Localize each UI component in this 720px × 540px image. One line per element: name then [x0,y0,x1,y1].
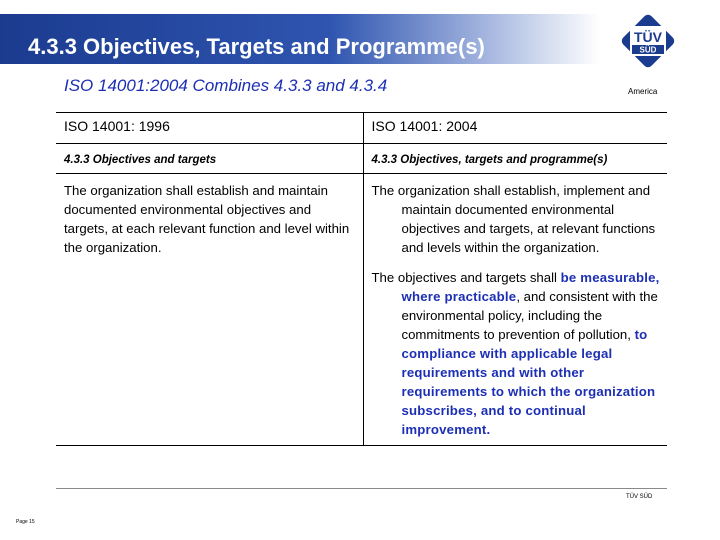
col2-section-title: 4.3.3 Objectives, targets and programme(s) [363,144,667,174]
col2-paragraph-1: The organization shall establish, implement and maintain documented environmental objectives and targets, at relevant functions and levels within the organization. [371,183,656,255]
col1-body-cell [56,174,363,446]
col1-header: ISO 14001: 1996 [56,113,363,144]
col2-p2-text-3: . [486,422,491,437]
col2-p2-highlight-2: to compliance with applicable legal requirements and with other requirements to which the organization subscribes, and to continual improvement [401,327,656,437]
footer-brand: TÜV SÜD [626,494,653,500]
col1-section-title: 4.3.3 Objectives and targets [56,144,363,174]
col2-header: ISO 14001: 2004 [363,113,667,144]
col2-paragraph-2 [372,268,668,439]
footer-divider [56,488,667,489]
table-body-row [56,174,667,446]
logo-caption: America [628,87,658,96]
logo-text-top: TÜV [634,29,662,45]
slide-subtitle: ISO 14001:2004 Combines 4.3.3 and 4.3.4 [64,76,388,95]
logo-text-bottom: SÜD [639,45,657,55]
col2-p2-text-2: , and consistent with the environmental policy, including the commitments to prevention of pollution, [401,289,658,342]
slide-title: 4.3.3 Objectives, Targets and Programme(s) [28,34,485,59]
table-section-row [56,144,667,174]
col1-body-text: The organization shall establish and maintain documented environmental objectives and targets, at each relevant function and level within the organization. [64,183,350,255]
col2-p2-highlight-1: be measurable, where practicable [401,270,660,304]
col2-p2-text-1: The objectives and targets shall [371,270,561,285]
tuv-sud-logo-icon [617,10,679,72]
col2-body-cell [363,174,667,446]
comparison-table [56,112,667,446]
footer-page-number: Page 15 [16,519,35,525]
table-header-row [56,113,667,144]
